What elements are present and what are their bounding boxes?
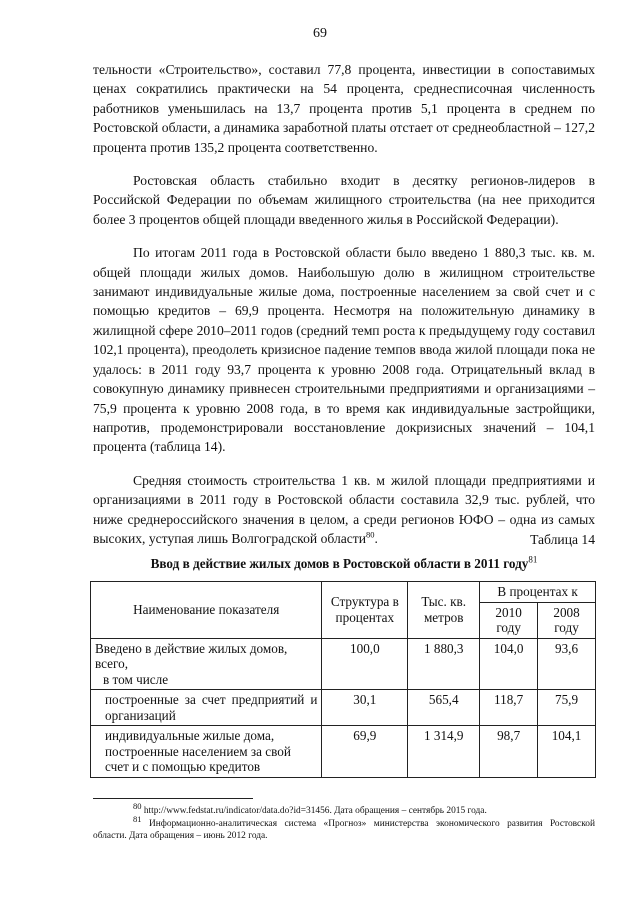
row-name: Введено в действие жилых домов, всего, в том числе [91, 638, 322, 690]
row-name: построенные за счет предприятий и организаций [91, 690, 322, 726]
table-row [91, 726, 596, 778]
paragraph-3: По итогам 2011 года в Ростовской области было введено 1 880,3 тыс. кв. м. общей площади жилых домов. Наибольшую долю в жилищном строительстве занимают индивидуальные жилые дома, построенные населением за свой счет и с помощью кредитов – 69,9 процента. Несмотря на положительную динамику в жилищной сфере 2010–2011 годов (средний темп роста к предыдущему году составил 102,1 процента), преодолеть кризисное падение темпов ввода жилой площади пока не удалось: в 2011 году 93,7 процента к уровню 2008 года. Отрицательный вклад в совокупную динамику привнесен строительными предприятиями и организациями – 75,9 процента к уровню 2008 года, в то время как индивидуальные застройщики, напротив, продемонстрировали восстановление докризисных значений – 104,1 процента (таблица 14). [93, 245, 595, 455]
page-number: 69 [313, 26, 327, 41]
footnote-ref-80: 80 [366, 529, 375, 540]
footnote-81: $^{81}$ Информационно-аналитическая система «Прогноз» министерства экономического развития Ростовской области. Дата обращения – июнь 2012 года. [93, 813, 595, 841]
paragraph-4: Средняя стоимость строительства 1 кв. м жилой площади предприятиями и организациями в 2011 году в Ростовской области составила 32,9 тыс. рублей, что ниже среднероссийского значения в целом, а среди регионов ЮФО – одна из самых высоких, уступая лишь Волгоградской области$^{80}$. [93, 472, 595, 546]
housing-table [90, 581, 596, 778]
table-title: Ввод в действие жилых домов в Ростовской области в 2011 году$^{81}$ [150, 554, 538, 571]
row-area: 1 880,3 [408, 638, 480, 690]
row-2008: 75,9 [538, 690, 596, 726]
table-row [91, 638, 596, 690]
row-area: 1 314,9 [408, 726, 480, 778]
header-2008: 2008 году [538, 602, 596, 638]
row-2010: 118,7 [480, 690, 538, 726]
footnote-divider [93, 798, 253, 799]
row-structure: 30,1 [322, 690, 408, 726]
row-2008: 104,1 [538, 726, 596, 778]
row-2008: 93,6 [538, 638, 596, 690]
row-structure: 69,9 [322, 726, 408, 778]
header-structure: Структура в процентах [322, 582, 408, 639]
row-area: 565,4 [408, 690, 480, 726]
header-percent-group: В процентах к [480, 582, 596, 603]
header-name: Наименование показателя [91, 582, 322, 639]
footnote-80: $^{80}$ http://www.fedstat.ru/indicator/data.do?id=31456. Дата обращения – сентябрь 2015 года. [133, 800, 487, 816]
footnotes [93, 798, 595, 843]
paragraph-2: Ростовская область стабильно входит в десятку регионов-лидеров в Российской Федерации по объемам жилищного строительства (на нее приходится более 3 процентов общей площади введенного жилья в Российской Федерации). [93, 173, 595, 227]
paragraph-1: тельности «Строительство», составил 77,8 процента, инвестиции в сопоставимых ценах сократились практически на 54 процента, среднесписочная численность работников уменьшилась на 13,7 процента против 5,1 процента в среднем по Ростовской области, а динамика заработной платы отстает от среднеобластной – 127,2 процента против 135,2 процента соответственно. [93, 62, 595, 155]
table-header-row [91, 582, 596, 603]
body-text [93, 60, 595, 548]
footnote-ref-81: 81 [528, 554, 538, 565]
table-label: Таблица 14 [530, 532, 595, 547]
row-2010: 98,7 [480, 726, 538, 778]
table-row [91, 690, 596, 726]
header-2010: 2010 году [480, 602, 538, 638]
row-structure: 100,0 [322, 638, 408, 690]
row-2010: 104,0 [480, 638, 538, 690]
header-area: Тыс. кв. метров [408, 582, 480, 639]
row-name: индивидуальные жилые дома, построенные населением за свой счет и с помощью кредитов [91, 726, 322, 778]
